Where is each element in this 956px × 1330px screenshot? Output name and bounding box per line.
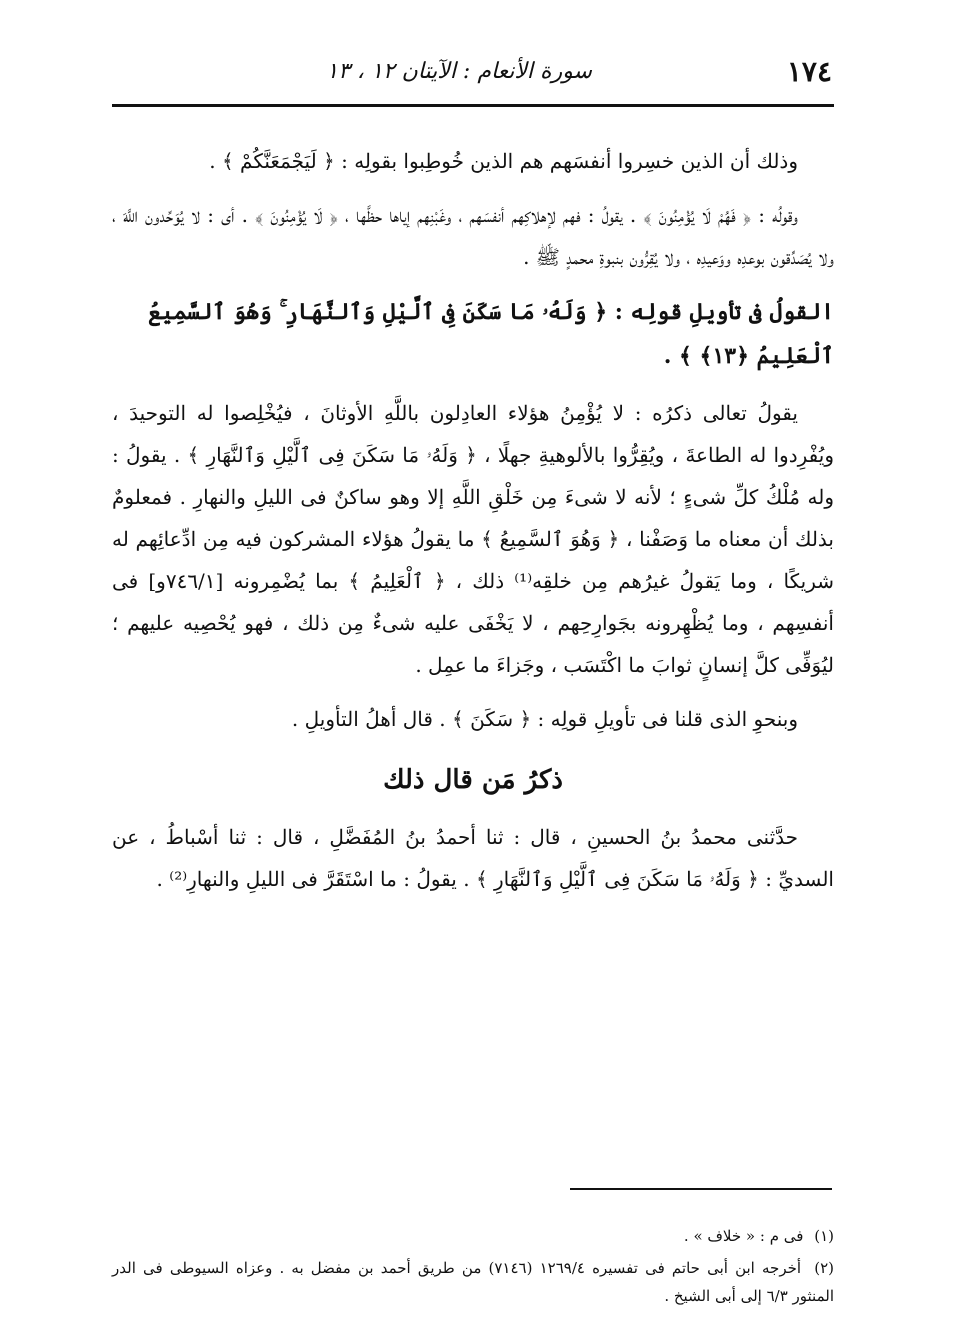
page-number: ١٧٤: [786, 55, 832, 88]
footnote-number: (١): [814, 1227, 834, 1245]
footnote-text: أخرجه ابن أبى حاتم فى تفسيره ١٢٦٩/٤ (٧١٤٦) من طريق أحمد بن مفضل به . وعزاه السيوطى فى الدر المنثور ٦/٣ إلى أبى الشيخ .: [112, 1259, 834, 1305]
page-header: [112, 52, 832, 92]
header-rule: [112, 104, 834, 107]
footnote-rule: [570, 1188, 832, 1190]
footnotes: [112, 1222, 834, 1314]
paragraph-2: وقولُه : ﴿ فَهُمْ لَا يُؤْمِنُونَ ﴾ . يقولُ : فهم لإهلاكِهم أنفسَهم ، وغَبْنِهم إياها حظَّها ، ﴿ لَا يُؤْمِنُونَ ﴾ . أى : لا يُوَحِّدون اللَّهَ ، ولا يُصَدِّقون بوعدِه ووَعيدِه ، ولا يُقِرُّون بنبوةِ محمدٍ ﷺ .: [112, 203, 834, 269]
verse-heading: القولُ فى تأويلِ قولِه : ﴿ وَلَهُۥ مَا سَكَنَ فِى ٱلَّيْلِ وَٱلنَّهَارِ ۚ وَهُوَ ٱلسَّمِيعُ ٱلْعَلِيمُ ﴿١٣﴾ ﴾ .: [148, 299, 834, 369]
footnote-number: (٢): [814, 1259, 834, 1277]
footnote-2: [112, 1254, 834, 1310]
footnote-text: فى م : « خلاف » .: [683, 1227, 804, 1245]
main-text: [112, 140, 834, 912]
paragraph-1: وذلك أن الذين خسِروا أنفسَهم هم الذين خُوطِبوا بقولِه : ﴿ لَيَجْمَعَنَّكُمْ ﴾ .: [209, 149, 798, 173]
running-title: سورة الأنعام : الآيتان ١٢ ، ١٣: [326, 59, 592, 84]
paragraph-4: وبنحوِ الذى قلنا فى تأويلِ قولِه : ﴿ سَكَنَ ﴾ . قال أهلُ التأويلِ .: [291, 707, 798, 731]
footnote-1: [112, 1222, 834, 1250]
paragraph-3: يقولُ تعالى ذكرُه : لا يُؤْمِنُ هؤلاء العادِلون باللَّهِ الأوثانَ ، فيُخْلِصوا له التوحيدَ ، ويُفْرِدوا له الطاعةَ ، ويُقِرُّوا بالألوهيةِ جهلًا ، ﴿ وَلَهُۥ مَا سَكَنَ فِى ٱلَّيْلِ وَٱلنَّهَارِ ﴾ . يقولُ : وله مُلْكُ كلِّ شىءٍ ؛ لأنه لا شىءَ مِن خَلْقِ اللَّهِ إلا وهو ساكنٌ فى الليلِ والنهارِ . فمعلومٌ بذلك أن معناه ما وَصَفْنا ، ﴿ وَهُوَ ٱلسَّمِيعُ ﴾ ما يقولُ هؤلاء المشركون فيه مِن ادِّعائِهم له شريكًا ، وما يَقولُ غيرُهم مِن خلقِه⁽¹⁾ ذلك ، ﴿ ٱلْعَلِيمُ ﴾ بما يُضْمِرونه [٧٤٦/١و] فى أنفسِهم ، وما يُظْهِرونه بجَوارِحِهم ، لا يَخْفَى عليه شىءٌ مِن ذلك ، فهو يُحْصِيه عليهم ؛ ليُوَفِّى كلَّ إنسانٍ ثوابَ ما اكْتَسَب ، وجَزاءَ ما عمِل .: [112, 401, 834, 677]
section-heading: ذكرُ مَن قال ذلك: [383, 765, 563, 795]
paragraph-5: حدَّثنى محمدُ بنُ الحسينِ ، قال : ثنا أحمدُ بنُ المُفَضَّلِ ، قال : ثنا أسْباطُ ، عن السديِّ : ﴿ وَلَهُۥ مَا سَكَنَ فِى ٱلَّيْلِ وَٱلنَّهَارِ ﴾ . يقولُ : ما اسْتَقَرَّ فى الليلِ والنهارِ⁽²⁾ .: [112, 825, 834, 891]
